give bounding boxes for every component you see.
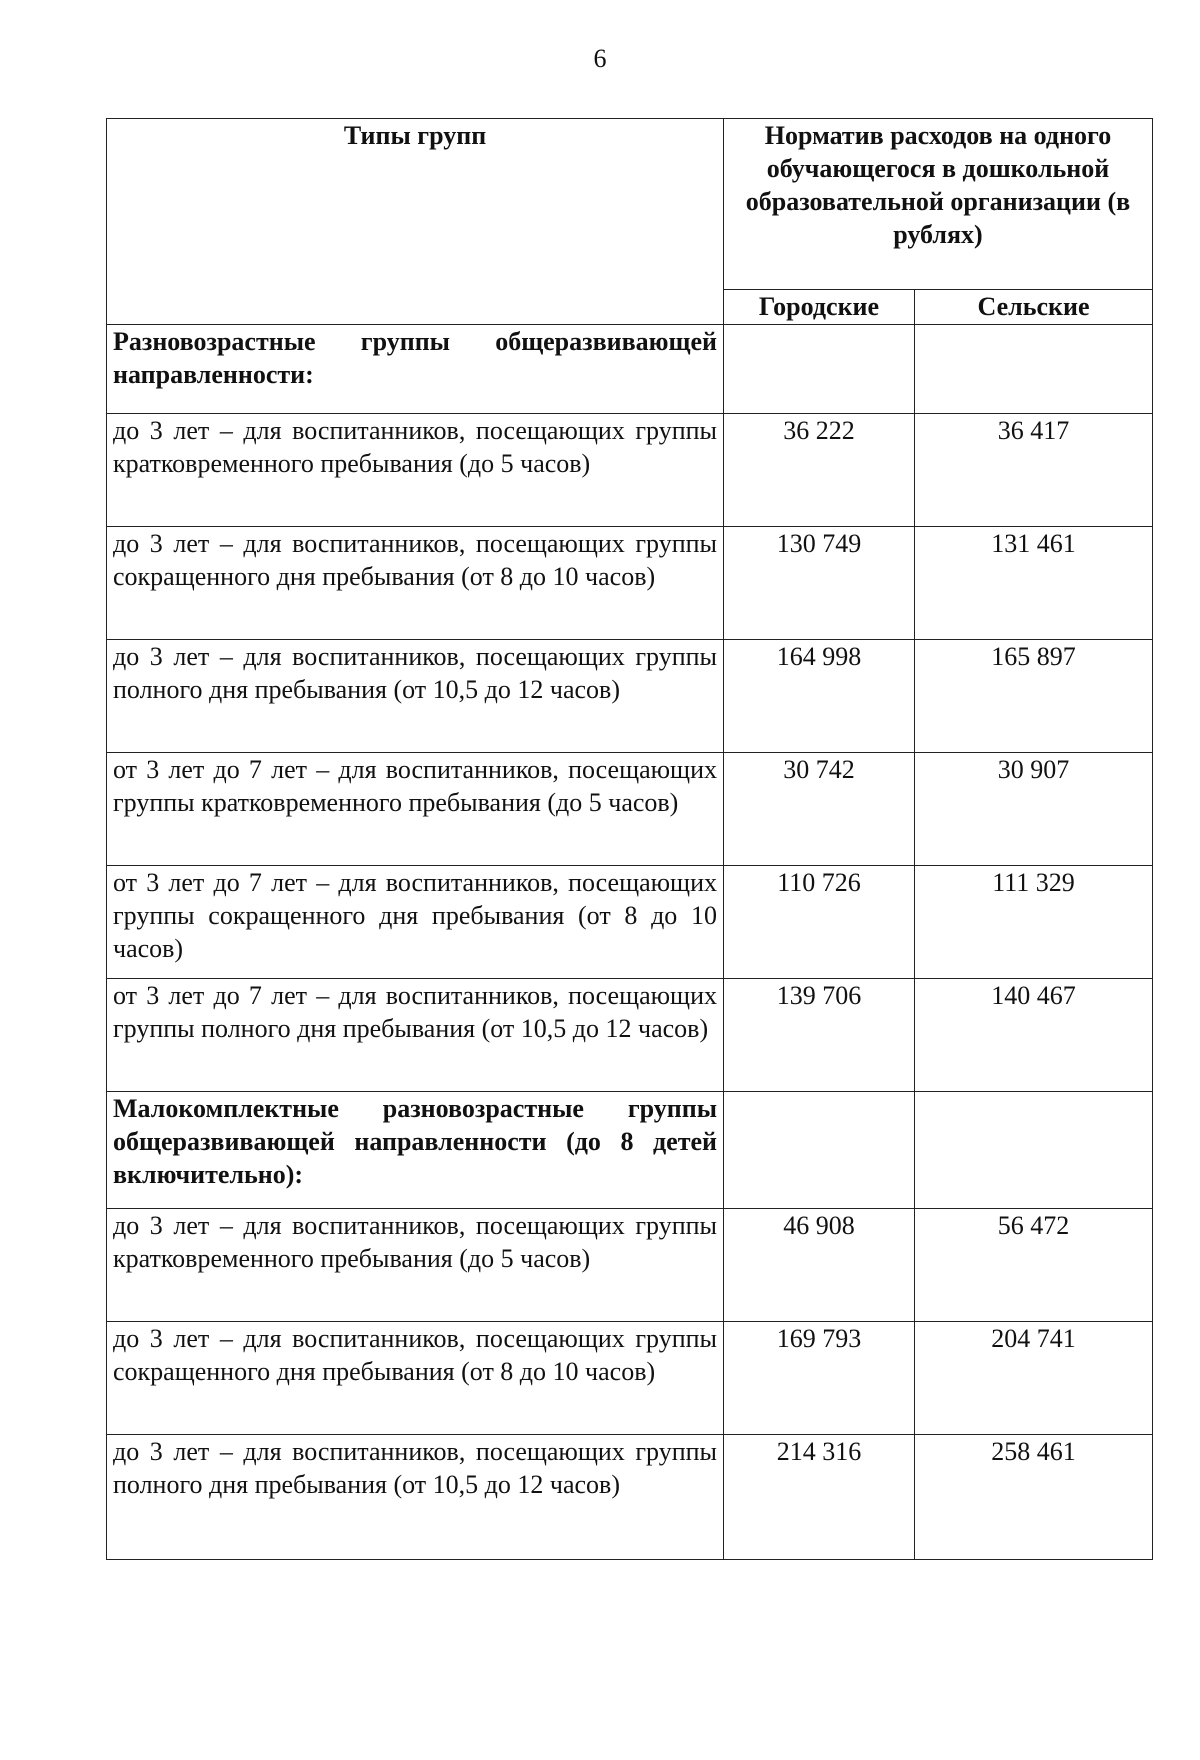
group-type-cell: до 3 лет – для воспитанников, посещающих группы полного дня пребывания (от 10,5 до 12 часов) (107, 1435, 724, 1560)
column-header-rural: Сельские (915, 290, 1153, 325)
column-header-city: Городские (724, 290, 915, 325)
page-number: 6 (593, 44, 607, 73)
table-row (107, 1322, 1153, 1435)
group-type-cell: до 3 лет – для воспитанников, посещающих группы кратковременного пребывания (до 5 часов) (107, 414, 724, 527)
city-value-cell: 169 793 (724, 1322, 915, 1435)
column-header-expense-norm: Норматив расходов на одного обучающегося в дошкольной образовательной организации (в рублях) (724, 119, 1153, 290)
rural-value-cell: 56 472 (915, 1209, 1153, 1322)
city-value-cell: 110 726 (724, 866, 915, 979)
city-value-cell: 36 222 (724, 414, 915, 527)
city-value-cell: 130 749 (724, 527, 915, 640)
table-row (107, 527, 1153, 640)
table-row (107, 1435, 1153, 1560)
section-title: Малокомплектные разновозрастные группы общеразвивающей направленности (до 8 детей включительно): (107, 1092, 724, 1209)
city-value-cell: 46 908 (724, 1209, 915, 1322)
rural-value-cell: 30 907 (915, 753, 1153, 866)
city-value-cell: 30 742 (724, 753, 915, 866)
rural-value-cell: 165 897 (915, 640, 1153, 753)
rural-value-cell: 140 467 (915, 979, 1153, 1092)
city-value-cell: 164 998 (724, 640, 915, 753)
section-row (107, 1092, 1153, 1209)
group-type-cell: до 3 лет – для воспитанников, посещающих группы сокращенного дня пребывания (от 8 до 10 часов) (107, 527, 724, 640)
group-type-cell: от 3 лет до 7 лет – для воспитанников, посещающих группы кратковременного пребывания (до 5 часов) (107, 753, 724, 866)
rural-value-cell: 258 461 (915, 1435, 1153, 1560)
column-header-group-types: Типы групп (107, 119, 724, 325)
table-row (107, 979, 1153, 1092)
rural-value-cell: 111 329 (915, 866, 1153, 979)
empty-cell (915, 325, 1153, 414)
table-row (107, 866, 1153, 979)
table-row (107, 414, 1153, 527)
table-row (107, 753, 1153, 866)
group-type-cell: от 3 лет до 7 лет – для воспитанников, посещающих группы сокращенного дня пребывания (от 8 до 10 часов) (107, 866, 724, 979)
section-row (107, 325, 1153, 414)
empty-cell (915, 1092, 1153, 1209)
group-type-cell: до 3 лет – для воспитанников, посещающих группы кратковременного пребывания (до 5 часов) (107, 1209, 724, 1322)
group-type-cell: до 3 лет – для воспитанников, посещающих группы полного дня пребывания (от 10,5 до 12 часов) (107, 640, 724, 753)
city-value-cell: 139 706 (724, 979, 915, 1092)
city-value-cell: 214 316 (724, 1435, 915, 1560)
section-title: Разновозрастные группы общеразвивающей направленности: (107, 325, 724, 414)
table-row (107, 1209, 1153, 1322)
rural-value-cell: 131 461 (915, 527, 1153, 640)
group-type-cell: от 3 лет до 7 лет – для воспитанников, посещающих группы полного дня пребывания (от 10,5 до 12 часов) (107, 979, 724, 1092)
rural-value-cell: 36 417 (915, 414, 1153, 527)
table-row (107, 640, 1153, 753)
expense-norms-table (106, 118, 1153, 1560)
rural-value-cell: 204 741 (915, 1322, 1153, 1435)
empty-cell (724, 325, 915, 414)
empty-cell (724, 1092, 915, 1209)
group-type-cell: до 3 лет – для воспитанников, посещающих группы сокращенного дня пребывания (от 8 до 10 часов) (107, 1322, 724, 1435)
